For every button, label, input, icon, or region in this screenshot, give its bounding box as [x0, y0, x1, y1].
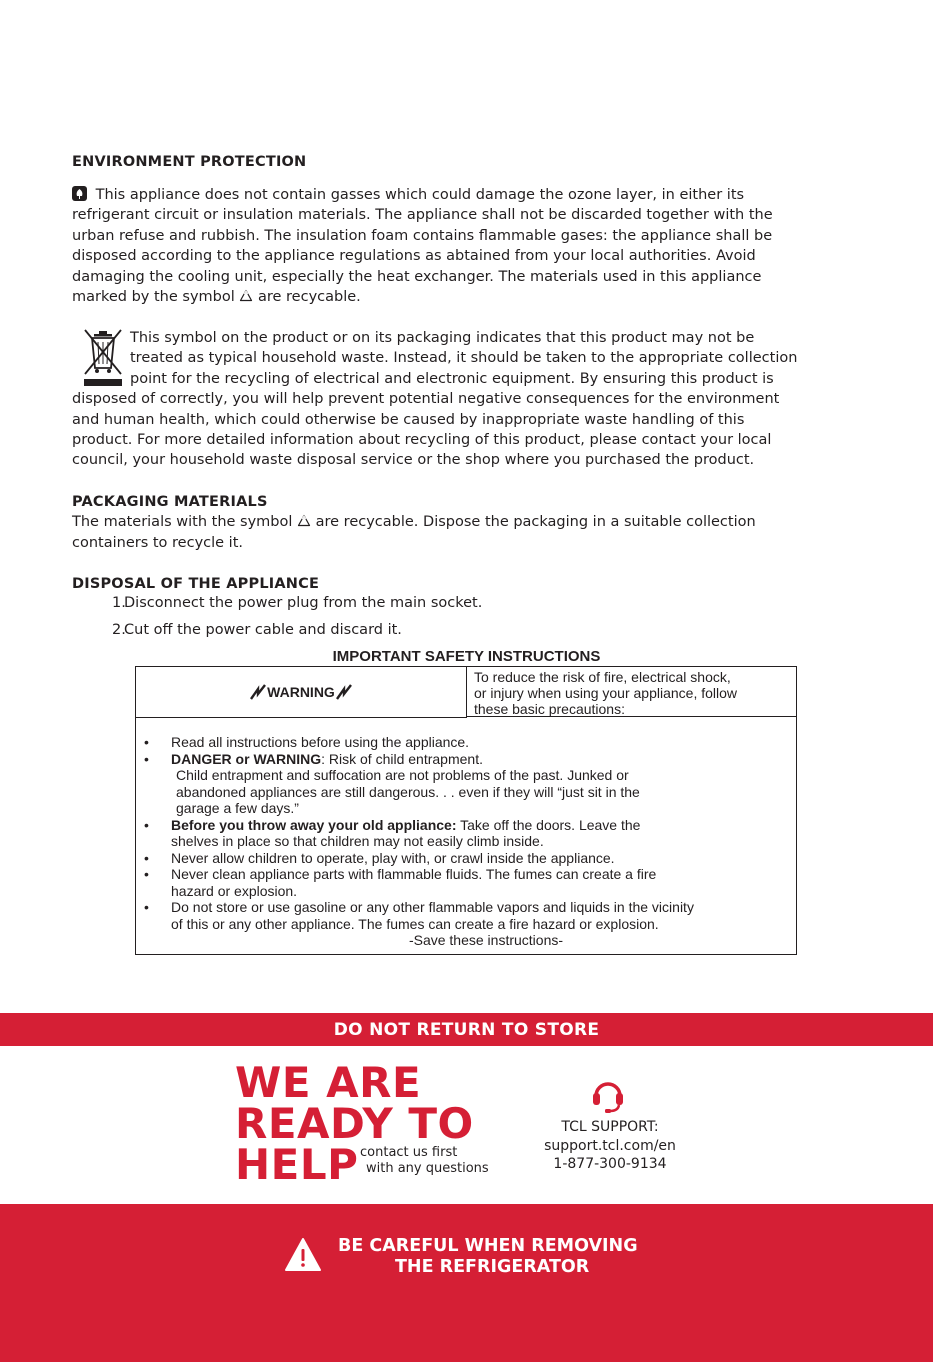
environment-para1-line: damaging the cooling unit, especially the heat exchanger. The materials used in this appliance: [72, 268, 762, 285]
weee-line: point for the recycling of electrical and electronic equipment. By ensuring this product is: [130, 370, 774, 387]
list-item: • Never allow children to operate, play with, or crawl inside the appliance.: [136, 850, 796, 867]
careful-banner: [0, 1204, 933, 1362]
support-phone[interactable]: 1-877-300-9134: [553, 1156, 667, 1172]
precaution-line: or injury when using your appliance, follow: [474, 685, 738, 701]
contact-line: contact us first: [360, 1145, 458, 1160]
list-item: [136, 751, 796, 768]
environment-para1-line: are recycable.: [257, 289, 361, 306]
precaution-line: To reduce the risk of fire, electrical shock,: [474, 669, 731, 685]
careful-line: THE REFRIGERATOR: [395, 1257, 590, 1277]
packaging-heading: PACKAGING MATERIALS: [72, 494, 268, 510]
list-item: • Do not store or use gasoline or any other flammable vapors and liquids in the vicinity: [136, 899, 796, 916]
bullet-continuation: shelves in place so that children may not easily climb inside.: [171, 833, 544, 849]
headset-icon: [588, 1074, 628, 1114]
warning-label: WARNING: [267, 684, 335, 700]
weee-paragraph: [72, 328, 872, 471]
environment-para1-line: refrigerant circuit or insulation materials. The appliance shall not be discarded together with the: [72, 207, 773, 224]
support-info: [520, 1118, 700, 1174]
step-text: Disconnect the power plug from the main socket.: [124, 595, 483, 611]
bullet-sub: Child entrapment and suffocation are not problems of the past. Junked or: [176, 767, 629, 783]
warning-cell: [136, 667, 467, 718]
return-banner: [0, 1013, 933, 1046]
ready-line: HELP: [235, 1140, 359, 1189]
bullet-continuation: hazard or explosion.: [171, 882, 298, 899]
return-text: DO NOT RETURN TO STORE: [333, 1019, 600, 1040]
weee-line: council, your household waste disposal service or the shop where you purchased the product.: [72, 452, 755, 469]
packaging-line: The materials with the symbol: [72, 514, 293, 531]
environment-section: [72, 152, 872, 172]
environment-para1-line: marked by the symbol: [72, 289, 235, 306]
list-item: • Read all instructions before using the appliance.: [136, 734, 796, 751]
warning-triangle-icon: [284, 1237, 322, 1273]
environment-para1-line: urban refuse and rubbish. The insulation foam contains flammable gases: the appliance shall be: [72, 227, 773, 244]
environment-para1-line: This appliance does not contain gasses which could damage the ozone layer, in either its: [95, 187, 745, 203]
list-item: • Never clean appliance parts with flammable fluids. The fumes can create a fire: [136, 866, 796, 883]
save-instructions: -Save these instructions-: [408, 932, 564, 948]
packaging-line: containers to recycle it.: [72, 534, 244, 551]
contact-note: [360, 1145, 489, 1177]
bullet-text: Take off the doors. Leave the: [456, 816, 641, 833]
weee-line: treated as typical household waste. Instead, it should be taken to the appropriate collection: [130, 350, 798, 367]
disposal-heading: DISPOSAL OF THE APPLIANCE: [72, 576, 320, 592]
list-item: [136, 817, 796, 834]
ready-line: WE ARE: [235, 1058, 422, 1107]
bullet-bold: DANGER or WARNING: [171, 750, 322, 767]
step-text: Cut off the power cable and discard it.: [124, 622, 402, 638]
environment-paragraph: [72, 185, 872, 307]
disposal-section: [72, 574, 872, 594]
list-item: [112, 622, 402, 638]
recycle-symbol-icon: [297, 514, 311, 528]
bullet-continuation: of this or any other appliance. The fumes can create a fire hazard or explosion.: [171, 915, 659, 932]
bullet-text: : Risk of child entrapment.: [321, 750, 483, 767]
ozone-safe-icon: [72, 186, 87, 201]
packaging-line: are recycable. Dispose the packaging in a suitable collection: [315, 514, 756, 531]
precaution-cell: [467, 667, 796, 717]
list-item: [112, 595, 483, 611]
step-number: 2.: [112, 622, 126, 638]
weee-line: product. For more detailed information about recycling of this product, please contact your local: [72, 432, 772, 449]
weee-line: and human health, which could otherwise be caused by inappropriate waste handling of this: [72, 411, 745, 428]
lightning-icon: [335, 684, 353, 700]
bullet-bold: Before you throw away your old appliance:: [171, 816, 457, 833]
recycle-symbol-icon: [239, 289, 253, 303]
weee-line: disposed of correctly, you will help prevent potential negative consequences for the environment: [72, 391, 780, 408]
packaging-section: [72, 492, 872, 553]
safety-title: IMPORTANT SAFETY INSTRUCTIONS: [332, 648, 601, 665]
safety-bullets: [136, 734, 796, 949]
environment-heading: ENVIRONMENT PROTECTION: [72, 154, 307, 170]
support-title: TCL SUPPORT:: [561, 1119, 659, 1135]
environment-para1-line: disposed according to the appliance regulations as abtained from your local authorities. Avoid: [72, 248, 756, 265]
ready-line: READY TO: [235, 1099, 474, 1148]
contact-line: with any questions: [366, 1161, 489, 1176]
weee-line: This symbol on the product or on its packaging indicates that this product may not be: [130, 330, 755, 346]
support-url[interactable]: support.tcl.com/en: [544, 1137, 676, 1154]
step-number: 1.: [112, 595, 126, 611]
bullet-sub: abandoned appliances are still dangerous. . . even if they will “just sit in the: [176, 783, 640, 800]
lightning-icon: [249, 684, 267, 700]
bullet-sub: garage a few days.”: [176, 800, 299, 816]
safety-table: [135, 666, 797, 955]
weee-crossed-bin-icon: [80, 328, 126, 388]
careful-line: BE CAREFUL WHEN REMOVING: [338, 1236, 638, 1256]
precaution-line: these basic precautions:: [474, 701, 625, 717]
